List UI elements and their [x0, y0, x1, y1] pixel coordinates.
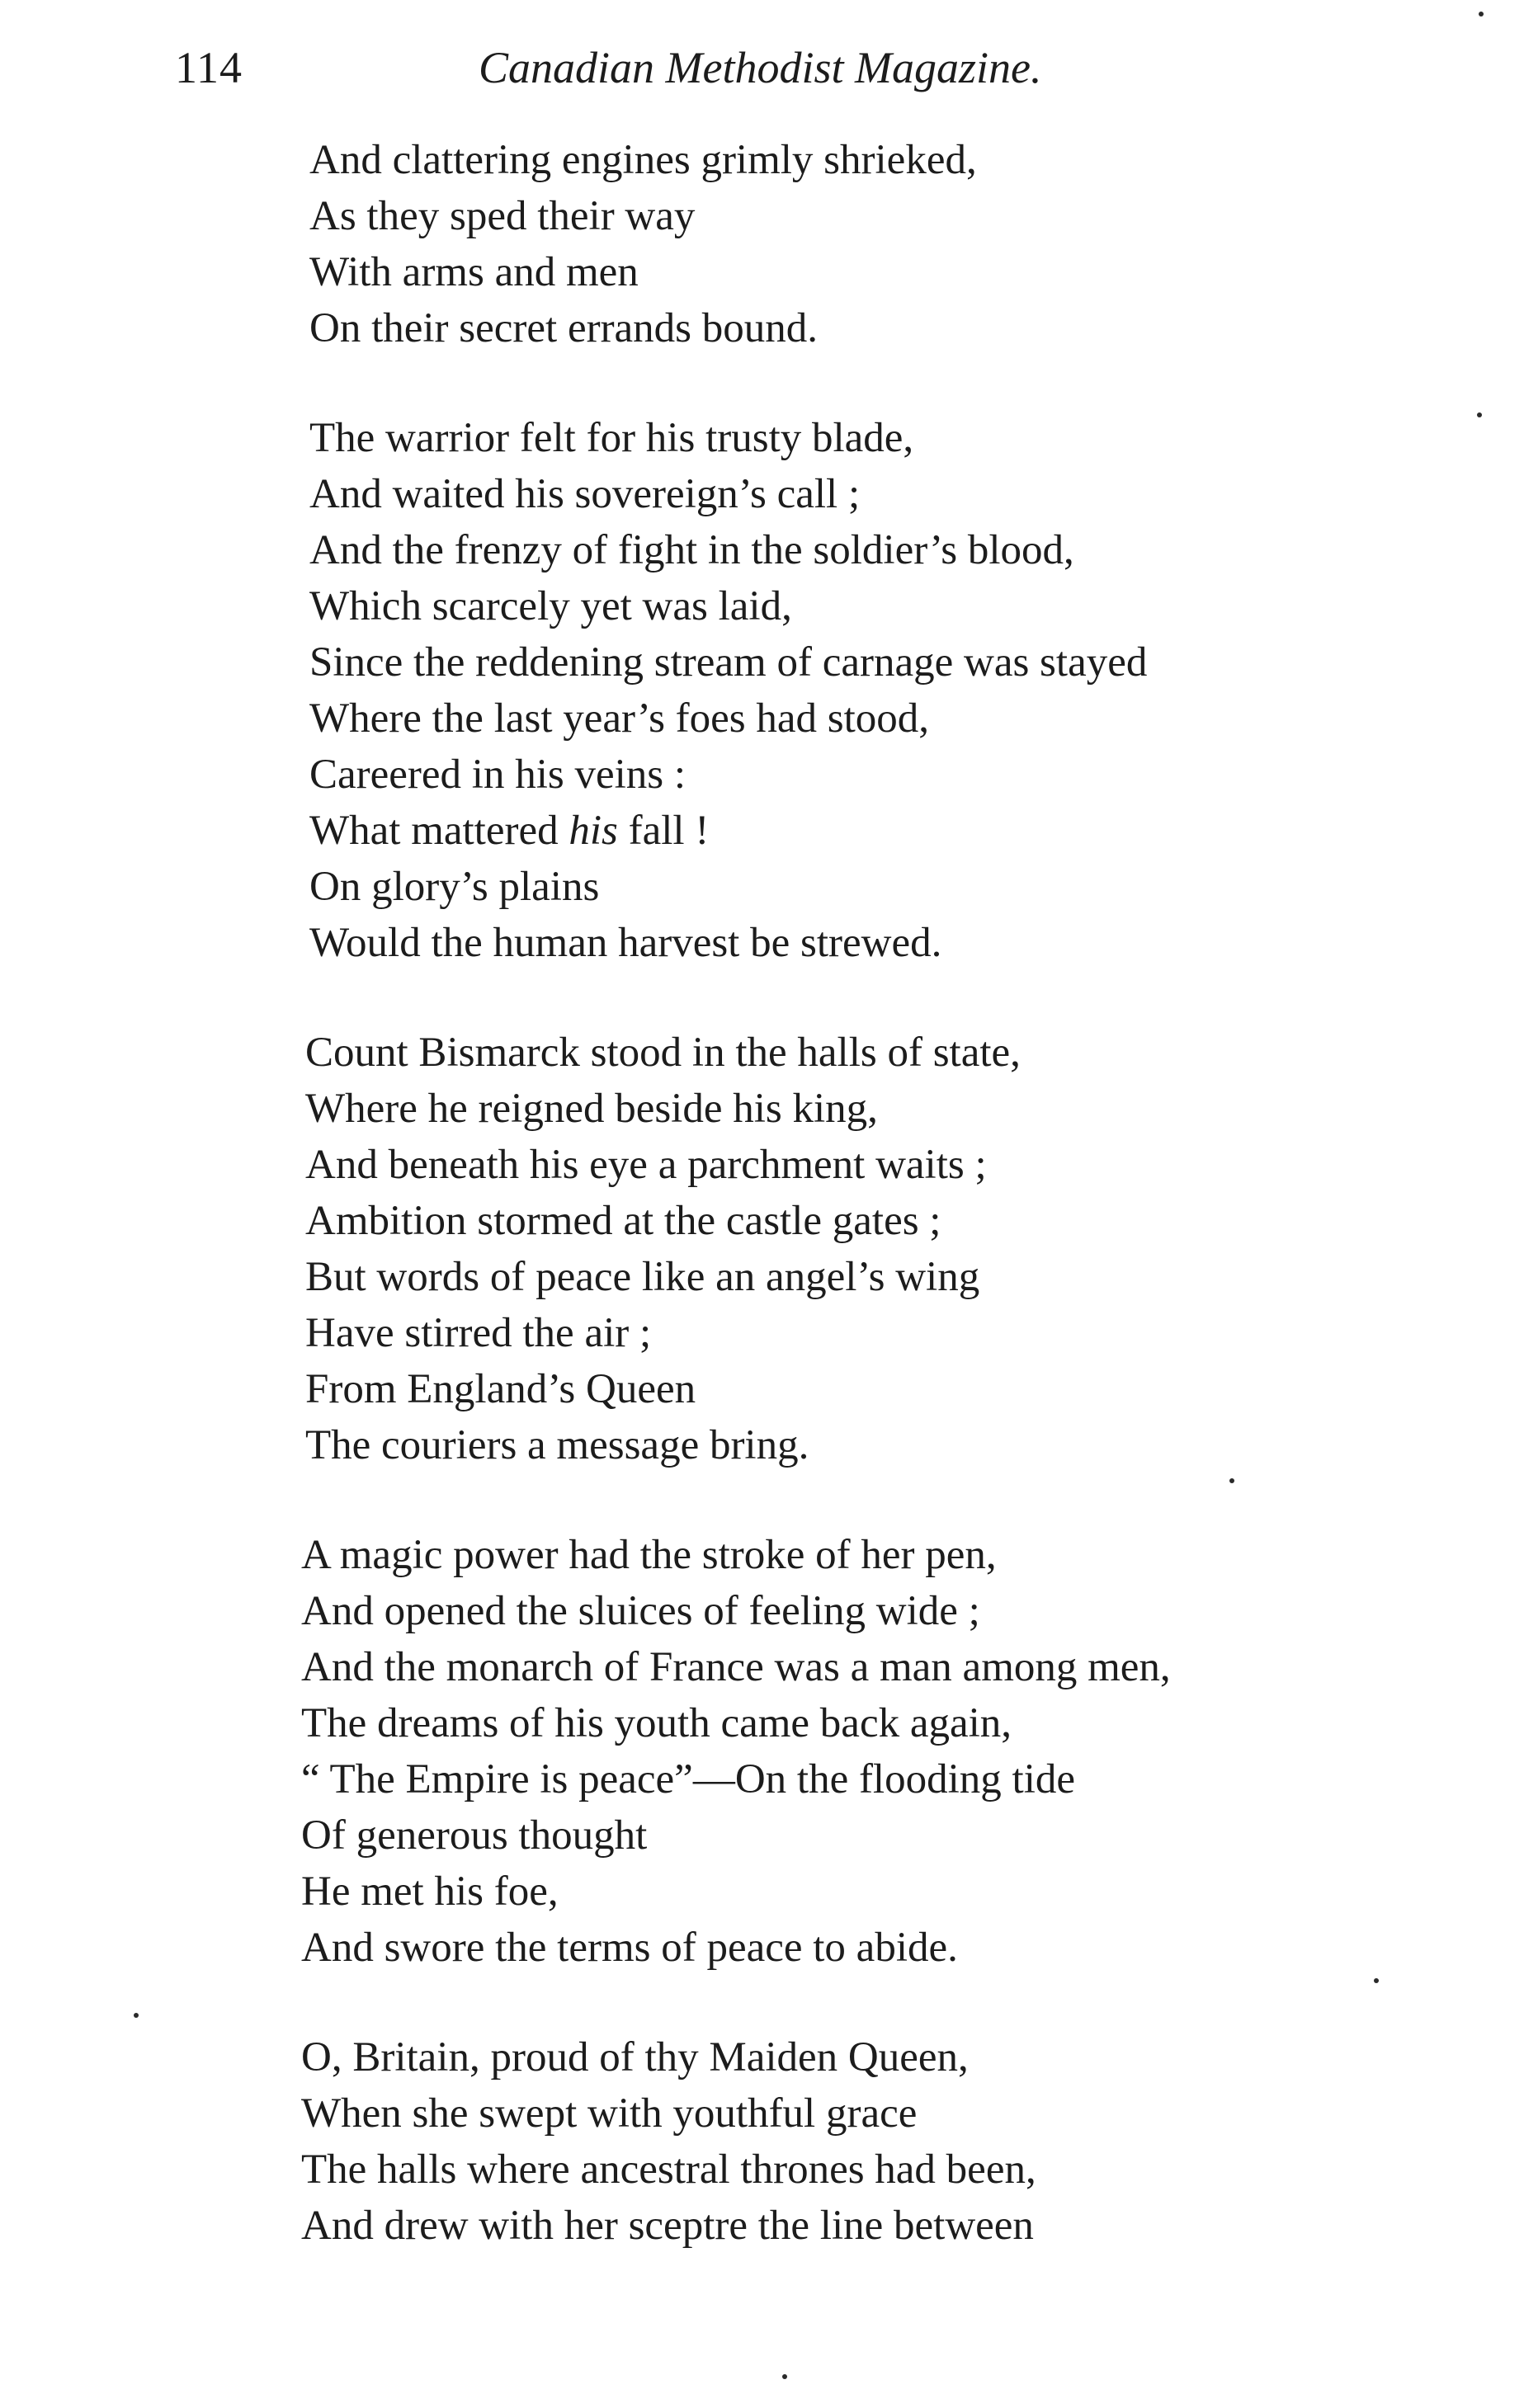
poem-line: Where he reigned beside his king, — [305, 1086, 878, 1132]
poem-line: And beneath his eye a parchment waits ; — [305, 1142, 987, 1188]
poem-line: And opened the sluices of feeling wide ; — [301, 1588, 980, 1634]
poem-line: A magic power had the stroke of her pen, — [301, 1532, 997, 1578]
scan-speck — [1477, 412, 1482, 417]
poem-line: Would the human harvest be strewed. — [309, 920, 942, 966]
stanza-4 — [0, 1527, 1524, 1976]
poem-line — [0, 803, 1524, 859]
poem-line: Which scarcely yet was laid, — [309, 583, 792, 629]
poem-line: With arms and men — [309, 249, 639, 295]
poem-line: The halls where ancestral thrones had been, — [301, 2146, 1036, 2193]
running-title: Canadian Methodist Magazine. — [479, 43, 1042, 92]
poem-line: The dreams of his youth came back again, — [301, 1700, 1012, 1746]
poem-line: Careered in his veins : — [309, 752, 687, 798]
stanza-5 — [0, 2029, 1524, 2254]
stanza-3 — [0, 1025, 1524, 1473]
poem-line: Ambition stormed at the castle gates ; — [305, 1198, 941, 1244]
poem-line: Count Bismarck stood in the halls of state, — [305, 1030, 1021, 1076]
poem-line: And clattering engines grimly shrieked, — [309, 137, 977, 183]
scan-speck — [134, 2013, 139, 2018]
poem-line: And drew with her sceptre the line between — [301, 2203, 1034, 2249]
stanza-2 — [0, 410, 1524, 971]
page-number: 114 — [175, 43, 243, 92]
poem-line: Of generous thought — [301, 1812, 648, 1859]
poem-line: Have stirred the air ; — [305, 1310, 652, 1356]
scan-speck — [782, 2374, 787, 2379]
poem-line: And waited his sovereign’s call ; — [309, 471, 861, 517]
scan-speck — [1229, 1478, 1234, 1483]
poem-line: And the monarch of France was a man among men, — [301, 1644, 1171, 1690]
poem-line: From England’s Queen — [305, 1366, 696, 1412]
poem-line: And the frenzy of fight in the soldier’s blood, — [309, 527, 1074, 573]
poem — [0, 132, 1524, 2307]
poem-line: The couriers a message bring. — [305, 1422, 809, 1468]
poem-line: “ The Empire is peace”—On the flooding tide — [301, 1756, 1075, 1802]
poem-line: The warrior felt for his trusty blade, — [309, 415, 914, 461]
poem-line: But words of peace like an angel’s wing — [305, 1254, 980, 1300]
poem-line-emphasis: his — [569, 808, 618, 854]
poem-line: He met his foe, — [301, 1868, 559, 1915]
scan-speck — [1479, 12, 1484, 16]
poem-line: And swore the terms of peace to abide. — [301, 1925, 958, 1971]
poem-line-segment: fall ! — [617, 808, 710, 854]
poem-line: On their secret errands bound. — [309, 305, 819, 351]
poem-line-segment: What mattered — [309, 808, 569, 854]
scan-speck — [1374, 1978, 1379, 1983]
poem-line: When she swept with youthful grace — [301, 2090, 918, 2137]
poem-line: Since the reddening stream of carnage was stayed — [309, 639, 1148, 686]
stanza-1 — [0, 132, 1524, 356]
poem-line: As they sped their way — [309, 193, 696, 239]
poem-line: Where the last year’s foes had stood, — [309, 695, 930, 742]
poem-line: On glory’s plains — [309, 864, 600, 910]
poem-line: O, Britain, proud of thy Maiden Queen, — [301, 2034, 969, 2080]
